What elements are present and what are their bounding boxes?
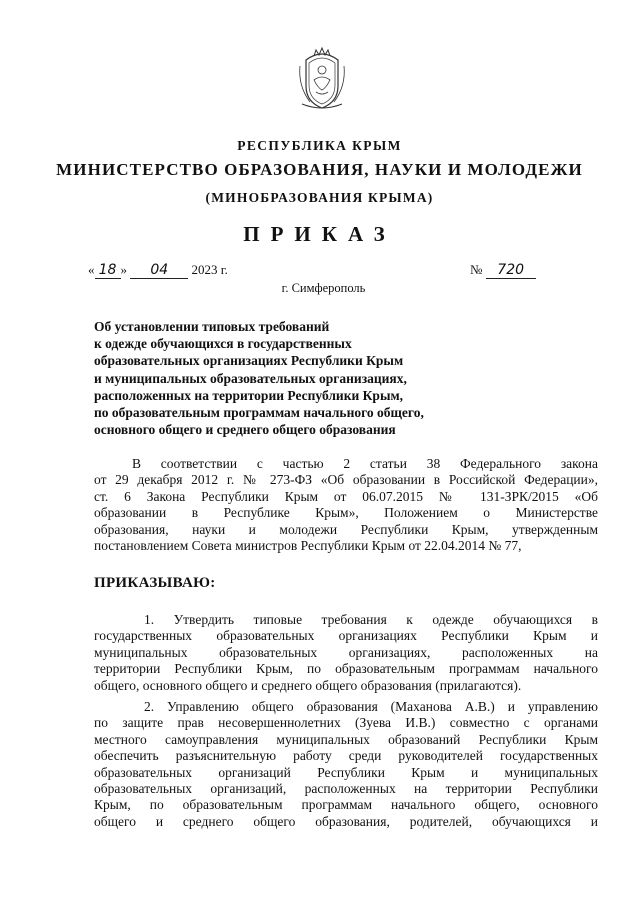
item-line: государственных образовательных организациях Республики Крым и [94, 628, 598, 644]
order-subject [94, 318, 514, 438]
item-line: муниципальных образовательных организациях, расположенных на [94, 644, 598, 660]
date-year: 2023 г. [191, 262, 228, 277]
date-close-quote: » [120, 262, 127, 277]
subject-line: расположенных на территории Республики Крым, [94, 387, 404, 403]
preamble-line: ст. 6 Закона Республики Крым от 06.07.2015 № 131-ЗРК/2015 «Об [94, 488, 598, 504]
preamble-paragraph [94, 456, 598, 554]
ministry-short-name: (МИНОБРАЗОВАНИЯ КРЫМА) [205, 190, 434, 205]
date-month: 04 [130, 262, 188, 279]
preamble-line: образовании в Республике Крым», Положением о Министерстве [94, 505, 598, 521]
preamble-line: образования, науки и молодежи Республики Крым, утвержденным [94, 521, 598, 537]
subject-line: по образовательным программам начального общего, [94, 405, 424, 421]
item-line: обеспечить разъяснительную работу среди руководителей государственных [94, 748, 598, 764]
item-line: 2. Управлению общего образования (Маханова А.В.) и управлению [144, 699, 598, 714]
number-prefix: № [470, 262, 483, 277]
city-line: г. Симферополь [281, 281, 366, 295]
item-line: общего, основного общего и среднего общего образования (прилагаются). [94, 677, 522, 693]
preamble-line: постановлением Совета министров Республики Крым от 22.04.2014 № 77, [94, 538, 522, 554]
subject-line: и муниципальных образовательных организациях, [94, 370, 407, 386]
subject-line: основного общего и среднего общего образования [94, 422, 396, 438]
subject-line: образовательных организациях Республики Крым [94, 353, 404, 369]
item-line: образовательных организаций, расположенных на территории Республики [94, 781, 598, 797]
ministry-heading: МИНИСТЕРСТВО ОБРАЗОВАНИЯ, НАУКИ И МОЛОДЕЖИ [56, 160, 583, 179]
item-line: Крым, по образовательным программам начального общего, основного [94, 797, 598, 813]
preamble-line: от 29 декабря 2012 г. № 273-ФЗ «Об образовании в Российской Федерации», [94, 472, 598, 488]
date-open-quote: « [88, 262, 95, 277]
number-value: 720 [486, 262, 536, 279]
item-line: общего и среднего общего образования, родителей, обучающихся и [94, 813, 598, 829]
order-number [470, 262, 536, 279]
republic-heading: РЕСПУБЛИКА КРЫМ [237, 138, 402, 153]
item-line: 1. Утвердить типовые требования к одежде обучающихся в [144, 612, 598, 627]
order-item-2 [94, 699, 598, 830]
item-line: территории Республики Крым, по образовательным программам начального [94, 661, 598, 677]
preamble-line: В соответствии с частью 2 статьи 38 Федерального закона [132, 456, 598, 471]
item-line: образовательных организаций Республики Крым и муниципальных [94, 764, 598, 780]
subject-line: Об установлении типовых требований [94, 319, 330, 334]
coat-of-arms-icon [296, 46, 348, 112]
order-directive-heading: ПРИКАЗЫВАЮ: [94, 575, 216, 591]
subject-line: к одежде обучающихся в государственных [94, 336, 352, 352]
item-line: местного самоуправления муниципальных образований Республики Крым [94, 731, 598, 747]
date-day: 18 [95, 262, 121, 279]
order-item-1 [94, 612, 598, 694]
item-line: по защите прав несовершеннолетних (Зуева И.В.) совместно с органами [94, 715, 598, 731]
document-type-title: ПРИКАЗ [243, 222, 396, 246]
order-date [88, 262, 228, 279]
